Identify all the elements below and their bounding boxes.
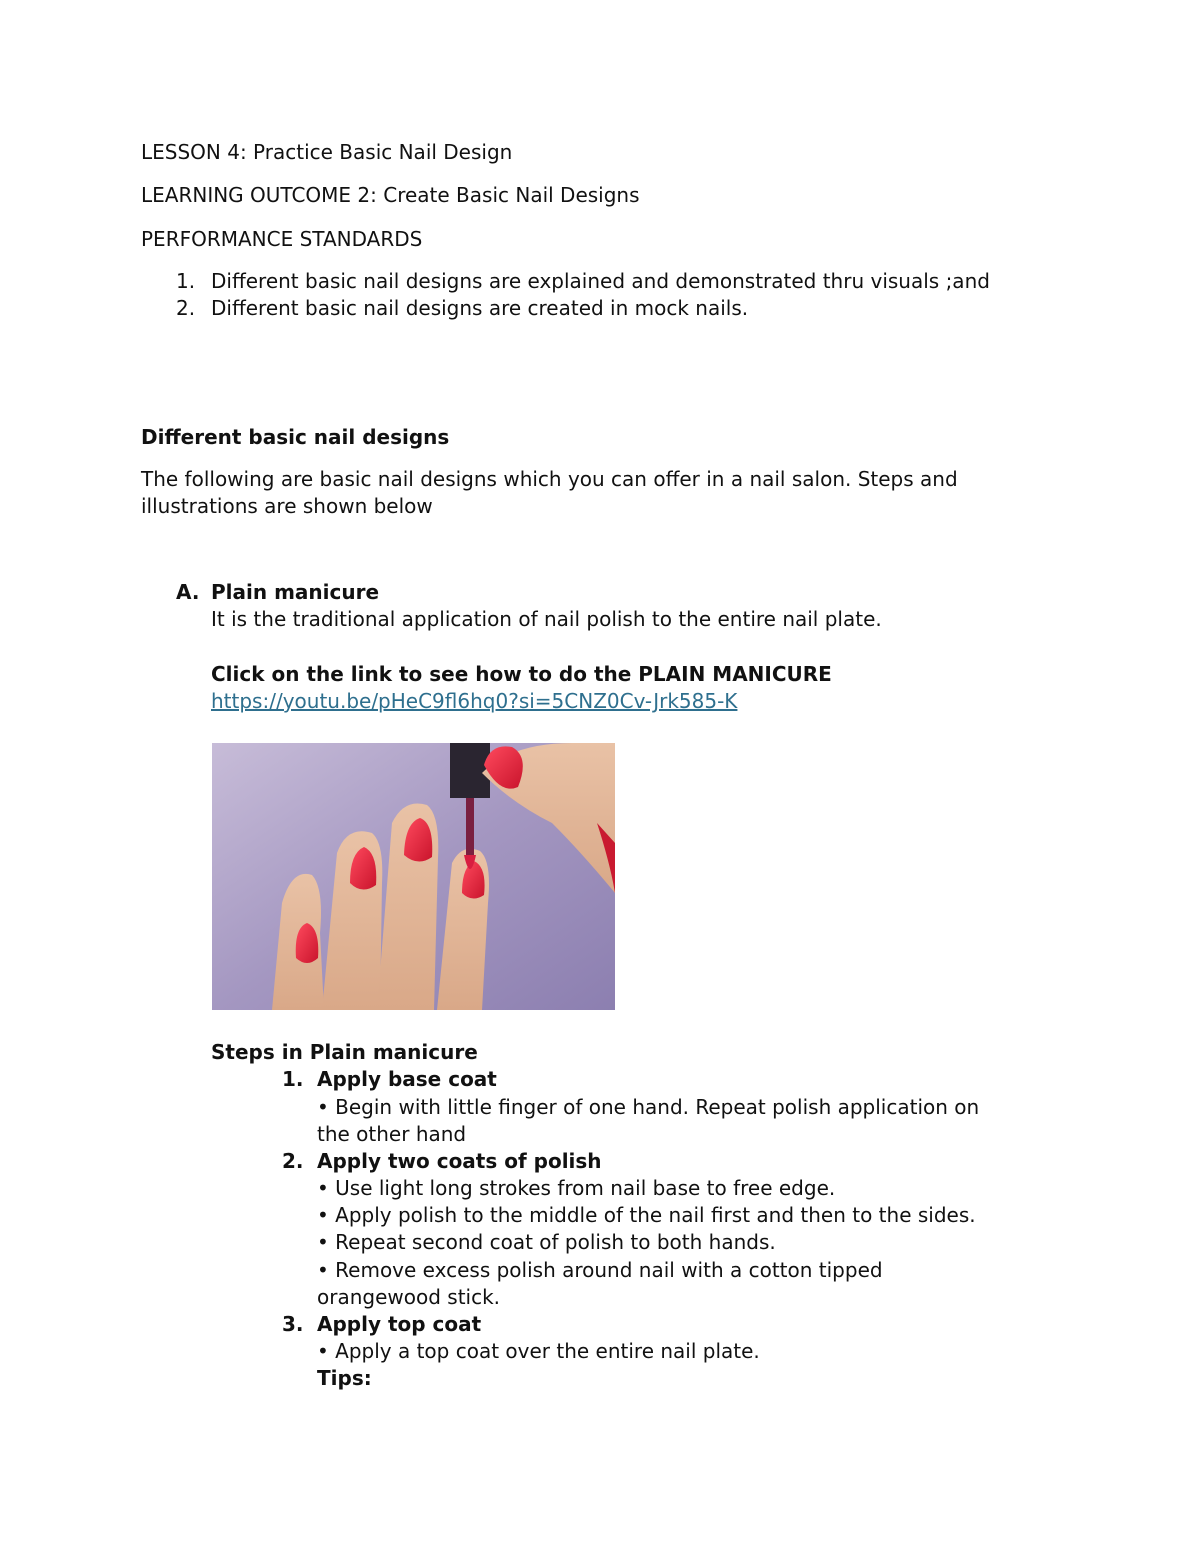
step-2-bullet-3: • Repeat second coat of polish to both hands.	[317, 1230, 776, 1254]
step-3-title: Apply top coat	[317, 1312, 482, 1336]
step-2-number: 2.	[282, 1149, 304, 1173]
step-3-bullet-1: • Apply a top coat over the entire nail plate.	[317, 1339, 760, 1363]
step-1-number: 1.	[282, 1067, 304, 1091]
standard-1-number: 1.	[176, 269, 196, 293]
design-a-description: It is the traditional application of nail polish to the entire nail plate.	[211, 607, 882, 631]
video-link-prompt: Click on the link to see how to do the PLAIN MANICURE	[211, 662, 832, 686]
step-1-title: Apply base coat	[317, 1067, 497, 1091]
step-1-bullet-1: • Begin with little finger of one hand. Repeat polish application on	[317, 1095, 980, 1119]
standard-2-number: 2.	[176, 296, 196, 320]
learning-outcome: LEARNING OUTCOME 2: Create Basic Nail Designs	[141, 183, 640, 207]
step-2-bullet-1: • Use light long strokes from nail base to free edge.	[317, 1176, 836, 1200]
step-2-title: Apply two coats of polish	[317, 1149, 602, 1173]
design-a-title: Plain manicure	[211, 580, 380, 604]
performance-standards-heading: PERFORMANCE STANDARDS	[141, 227, 423, 251]
design-a-letter: A.	[176, 580, 200, 604]
step-2-bullet-5: orangewood stick.	[317, 1285, 501, 1309]
step-1-bullet-2: the other hand	[317, 1122, 467, 1146]
manicure-photo	[212, 743, 615, 1010]
section-intro-line-2: illustrations are shown below	[141, 494, 433, 518]
step-2-bullet-4: • Remove excess polish around nail with a cotton tipped	[317, 1258, 883, 1282]
step-3-number: 3.	[282, 1312, 304, 1336]
tips-label: Tips:	[317, 1366, 372, 1390]
section-heading: Different basic nail designs	[141, 425, 450, 449]
lesson-title: LESSON 4: Practice Basic Nail Design	[141, 140, 513, 164]
standard-2-text: Different basic nail designs are created in mock nails.	[211, 296, 749, 320]
steps-heading: Steps in Plain manicure	[211, 1040, 478, 1064]
video-link[interactable]: https://youtu.be/pHeC9fl6hq0?si=5CNZ0Cv-Jrk585-K	[211, 689, 738, 713]
section-intro-line-1: The following are basic nail designs which you can offer in a nail salon. Steps and	[141, 467, 958, 491]
step-2-bullet-2: • Apply polish to the middle of the nail first and then to the sides.	[317, 1203, 976, 1227]
standard-1-text: Different basic nail designs are explained and demonstrated thru visuals ;and	[211, 269, 990, 293]
